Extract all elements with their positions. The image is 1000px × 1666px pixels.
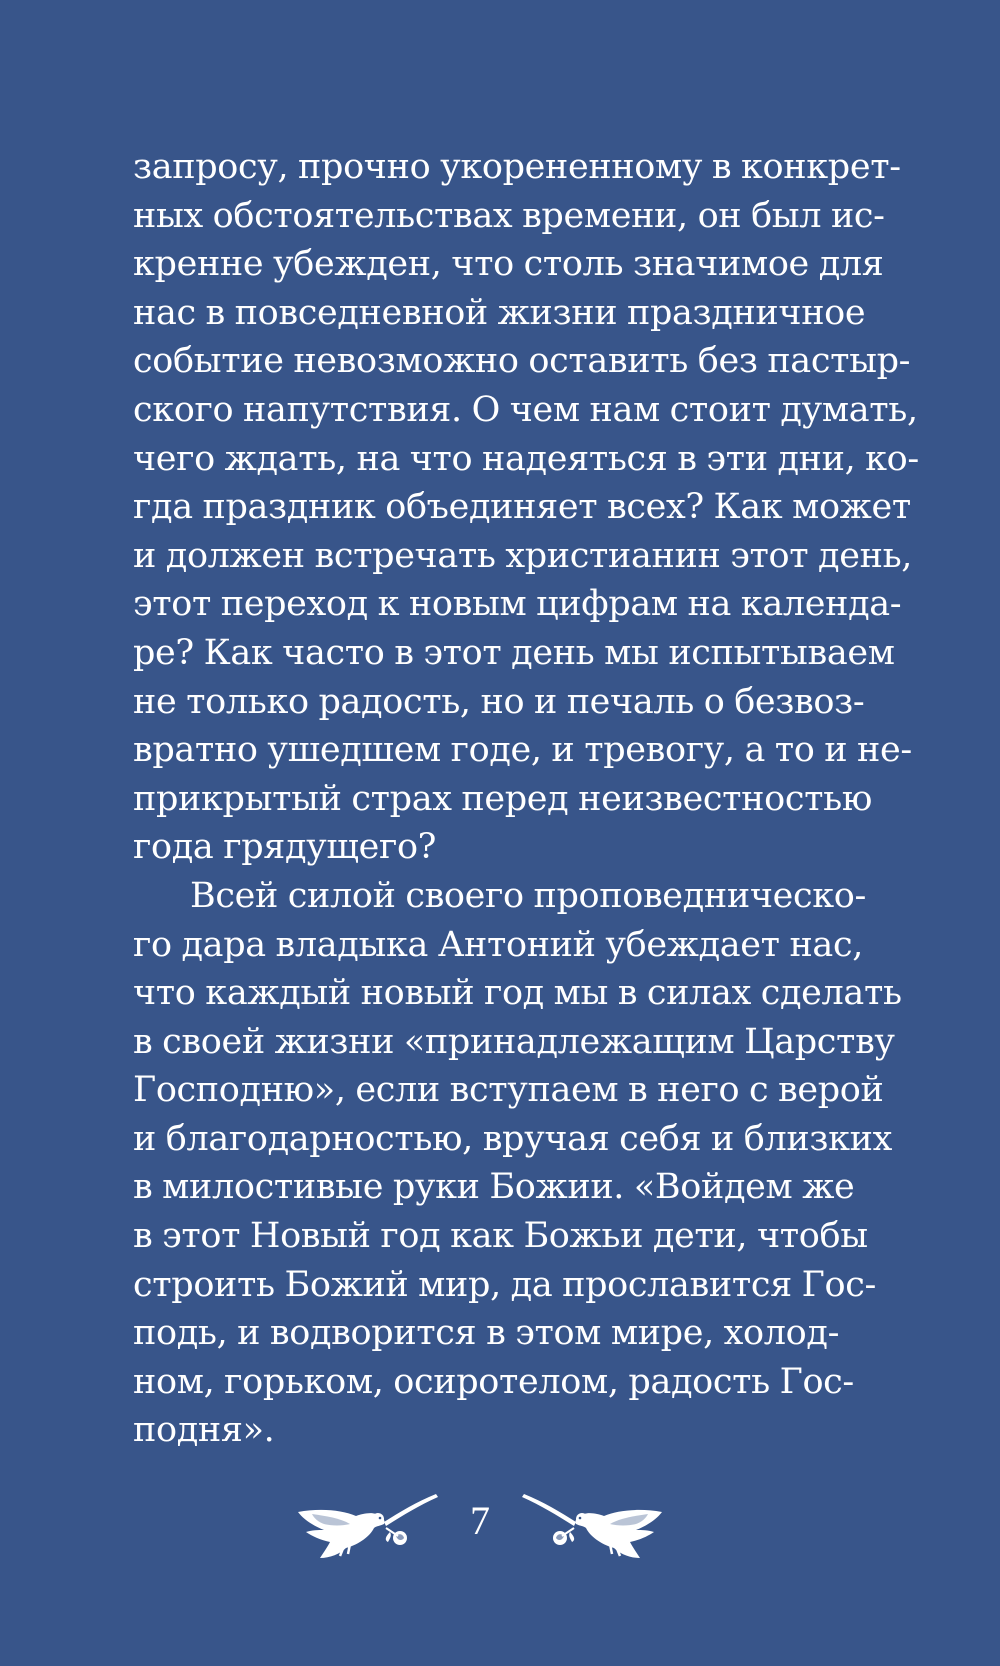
text-line: го дара владыка Антоний убеждает нас, [133,924,863,965]
text-line: в своей жизни «принадлежащим Царству [133,1021,895,1062]
text-line: подь, и водворится в этом мире, холод- [133,1313,840,1354]
text-line: нас в повседневной жизни праздничное [133,292,866,333]
text-line: прикрытый страх перед неизвестностью [133,778,872,819]
text-line: в этот Новый год как Божьи дети, чтобы [133,1216,868,1257]
text-line: запросу, прочно укорененному в конкрет- [133,147,901,187]
text-line: года грядущего? [133,827,437,868]
text-line: Господню», если вступаем в него с верой [133,1070,884,1111]
text-line: ных обстоятельствах времени, он был ис- [133,195,885,236]
text-line: и благодарностью, вручая себя и близких [133,1118,892,1159]
text-line: ном, горьком, осиротелом, радость Гос- [133,1361,854,1402]
text-line: чего ждать, на что надеяться в эти дни, ко- [133,438,919,479]
page-footer [0,1486,1000,1566]
text-line: этот переход к новым цифрам на календа- [133,584,902,625]
text-line: и должен встречать христианин этот день, [133,535,913,576]
text-line: подня». [133,1410,275,1451]
text-line: не только радость, но и печаль о безвоз- [133,681,865,722]
text-line: строить Божий мир, да прославится Гос- [133,1264,876,1305]
text-line: что каждый новый год мы в силах сделать [133,973,902,1014]
text-line: событие невозможно оставить без пастыр- [133,341,911,382]
dove-with-rose-icon [290,1486,440,1566]
page-number: 7 [470,1498,490,1543]
page-body-text [133,143,919,1455]
text-line: гда праздник объединяет всех? Как может [133,487,911,528]
text-line: кренне убежден, что столь значимое для [133,244,884,285]
text-line: Всей силой своего проповедническо- [190,875,866,916]
dove-with-rose-icon [520,1486,670,1566]
text-line: ского напутствия. О чем нам стоит думать, [133,389,918,430]
text-line: ре? Как часто в этот день мы испытываем [133,632,895,673]
text-line: в милостивые руки Божии. «Войдем же [133,1167,855,1208]
text-line: вратно ушедшем годе, и тревогу, а то и не- [133,730,912,771]
